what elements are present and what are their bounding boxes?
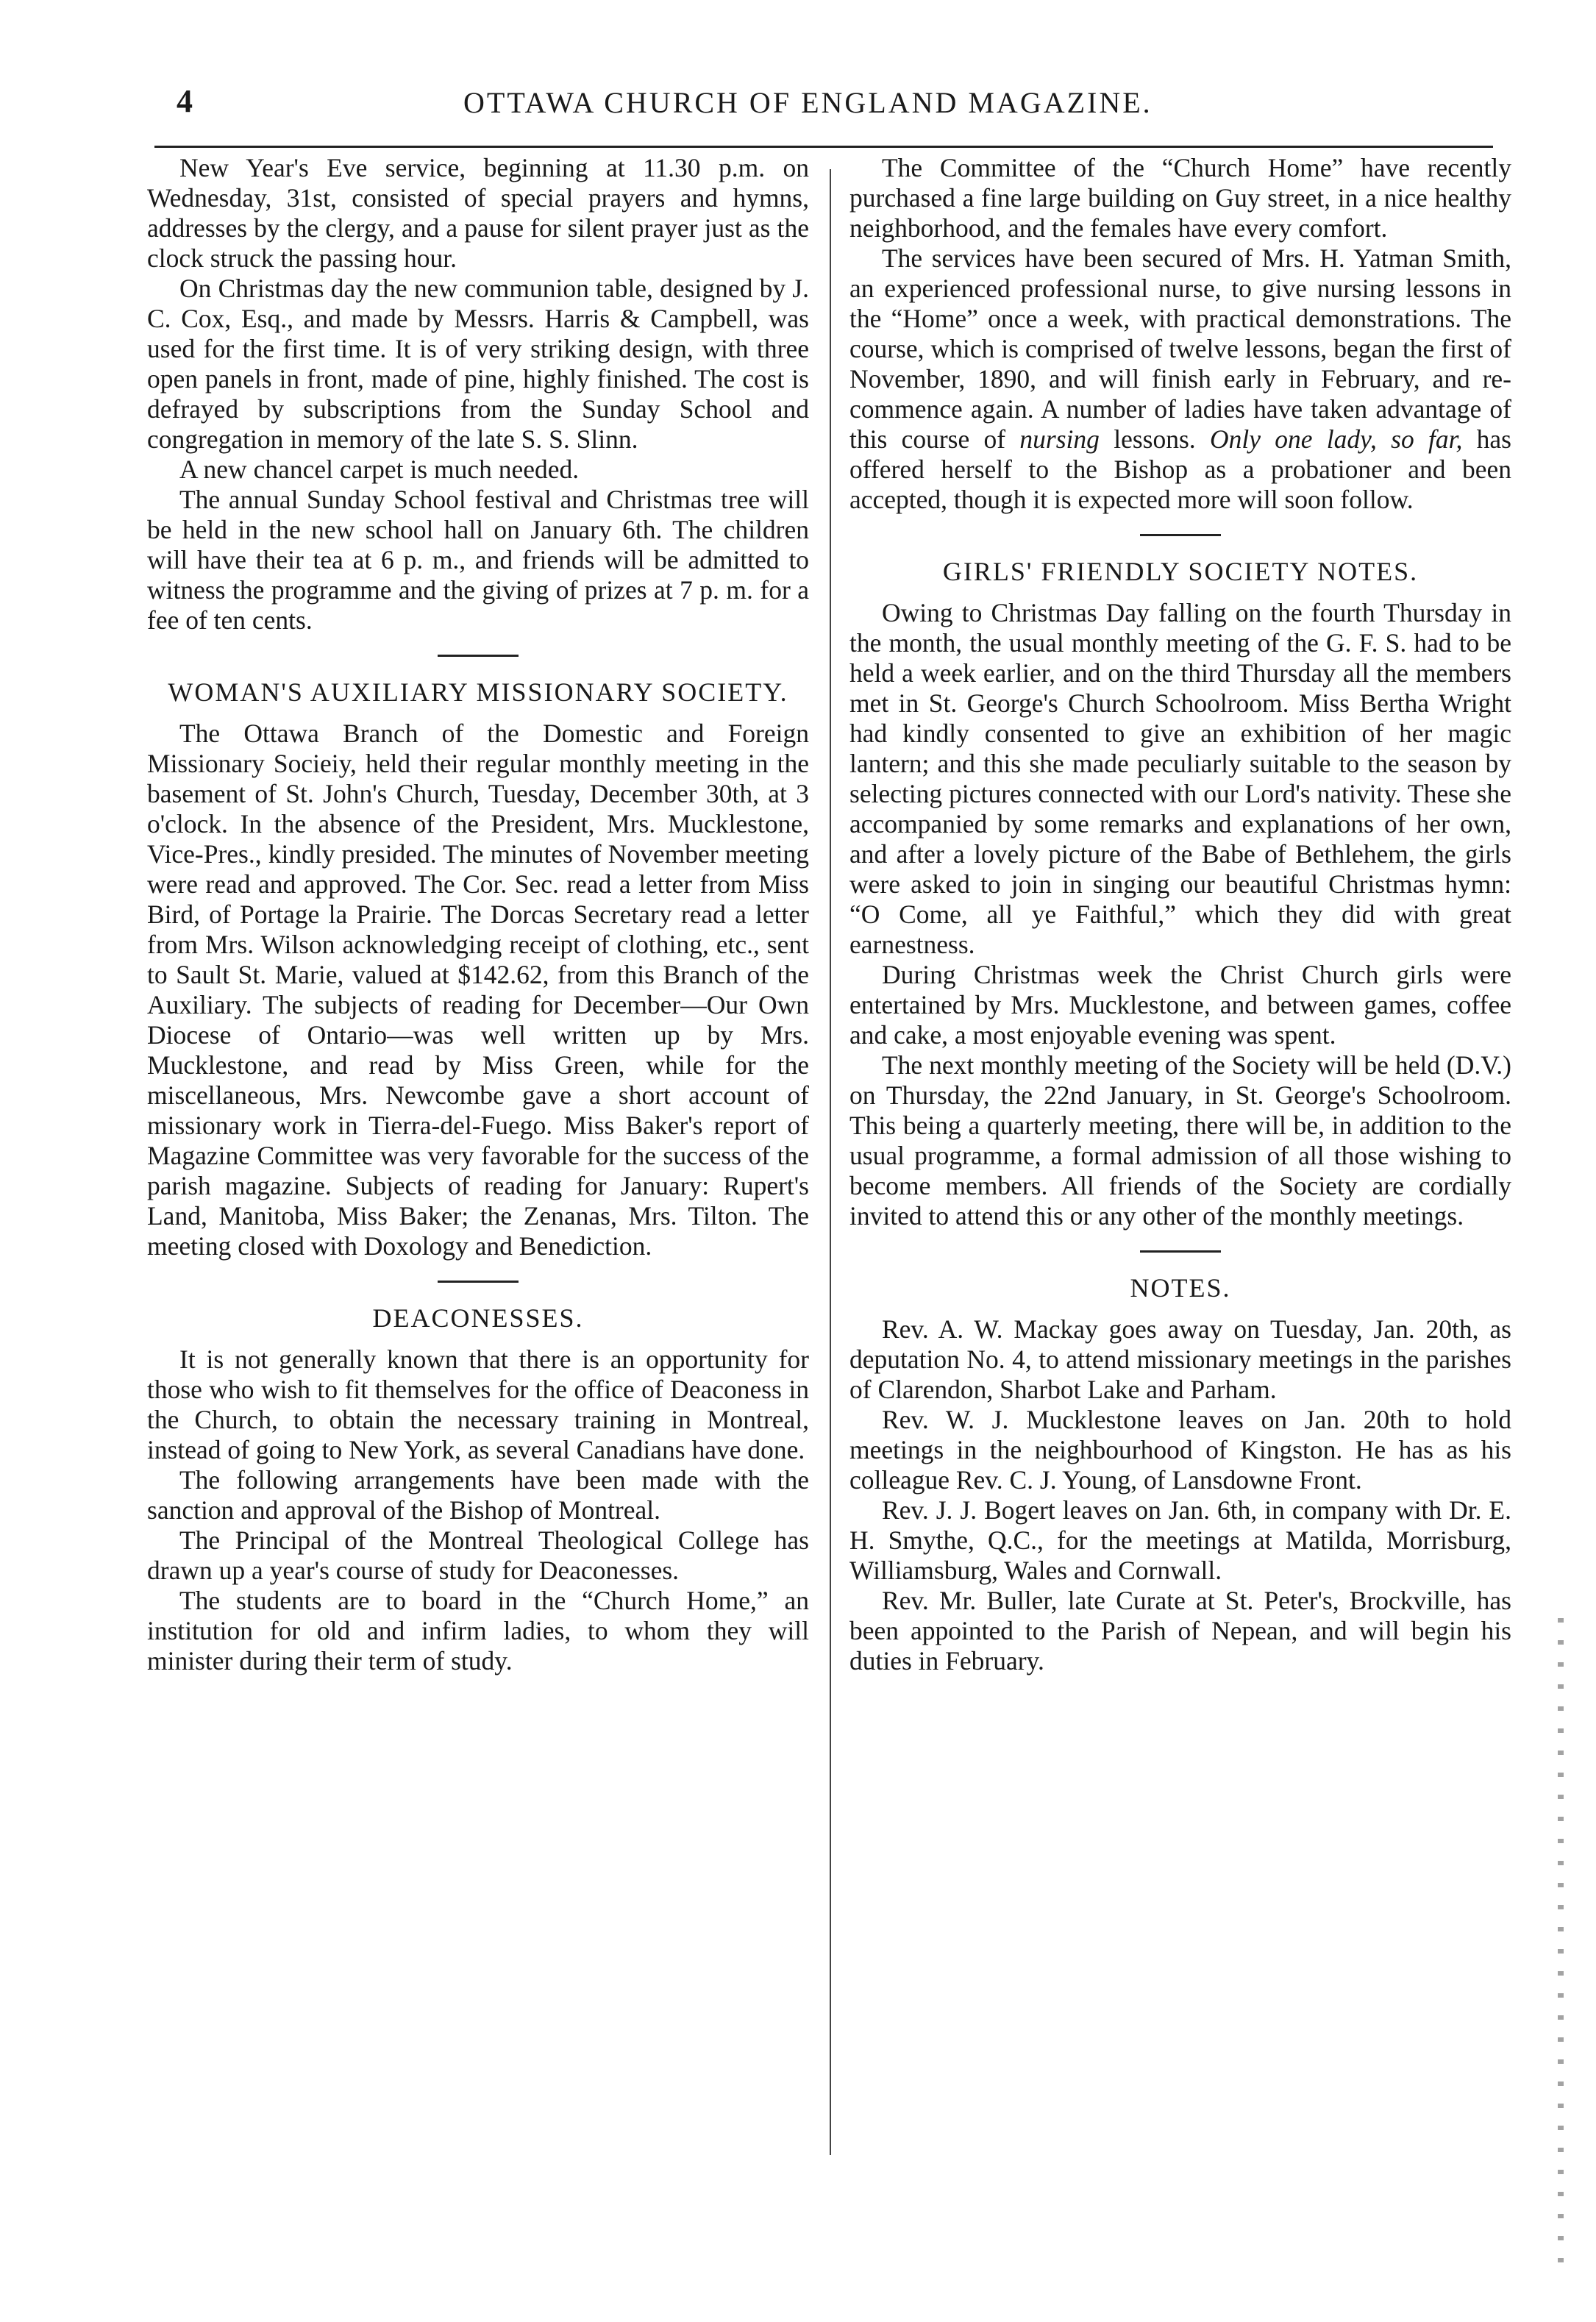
italic-run: nursing	[1019, 424, 1100, 454]
paragraph: Owing to Christmas Day falling on the fourth Thursday in the month, the usual monthly meeting of the G. F. S. had to be held a week earlier, and on the third Thursday all the members met in St. George's Church Schoolroom. Miss Bertha Wright had kindly consented to give an exhibition of her magic lantern; and this she made peculiarly suitable to the season by selecting pictures connected with our Lord's nativity. These she accompanied by some remarks and explanations of her own, and after a lovely picture of the Babe of Bethlehem, the girls were asked to join in singing our beautiful Christmas hymn: “O Come, all ye Faithful,” which they did with great earnestness.	[849, 598, 1511, 959]
paragraph-nursing	[849, 243, 1511, 515]
paragraph: It is not generally known that there is an opportunity for those who wish to fit themselves for the office of Deaconess in the Church, to obtain the necessary training in Montreal, instead of going to New York, as several Canadians have done.	[147, 1345, 809, 1464]
section-rule	[438, 1281, 519, 1283]
right-column	[849, 153, 1511, 1676]
left-column	[147, 153, 809, 1676]
section-rule	[1140, 534, 1221, 536]
paragraph: The following arrangements have been made with the sanction and approval of the Bishop of Montreal.	[147, 1465, 809, 1525]
paragraph: Rev. Mr. Buller, late Curate at St. Peter's, Brockville, has been appointed to the Parish of Nepean, and will begin his duties in February.	[849, 1586, 1511, 1675]
paragraph: During Christmas week the Christ Church girls were entertained by Mrs. Mucklestone, and between games, coffee and cake, a most enjoyable evening was spent.	[849, 960, 1511, 1050]
paragraph: Rev. J. J. Bogert leaves on Jan. 6th, in company with Dr. E. H. Smythe, Q.C., for the meetings at Matilda, Morrisburg, Williamsburg, Wales and Cornwall.	[849, 1495, 1511, 1585]
paragraph: Rev. A. W. Mackay goes away on Tuesday, Jan. 20th, as deputation No. 4, to attend missionary meetings in the parishes of Clarendon, Sharbot Lake and Parham.	[849, 1314, 1511, 1404]
paragraph: The next monthly meeting of the Society will be held (D.V.) on Thursday, the 22nd January, in St. George's Schoolroom. This being a quarterly meeting, there will be, in addition to the usual programme, a formal admission of all those wishing to become members. All friends of the Society are cordially invited to attend this or any other of the monthly meetings.	[849, 1050, 1511, 1231]
paragraph: The Ottawa Branch of the Domestic and Foreign Missionary Socieiy, held their regular monthly meeting in the basement of St. John's Church, Tuesday, December 30th, at 3 o'clock. In the absence of the President, Mrs. Mucklestone, Vice-Pres., kindly presided. The minutes of November meeting were read and approved. The Cor. Sec. read a letter from Miss Bird, of Portage la Prairie. The Dorcas Secretary read a letter from Mrs. Wilson acknowledging receipt of clothing, etc., sent to Sault St. Marie, valued at $142.62, from this Branch of the Auxiliary. The subjects of reading for December—Our Own Diocese of Ontario—was well written up by Mrs. Mucklestone, and read by Miss Green, while for the miscellaneous, Mrs. Newcombe gave a short account of missionary work in Tierra-del-Fuego. Miss Baker's report of Magazine Committee was very favorable for the success of the parish magazine. Subjects of reading for January: Rupert's Land, Manitoba, Miss Baker; the Zenanas, Mrs. Tilton. The meeting closed with Doxology and Benediction.	[147, 719, 809, 1261]
text-run: lessons.	[1099, 424, 1210, 454]
paragraph: On Christmas day the new communion table, designed by J. C. Cox, Esq., and made by Messrs. Harris & Campbell, was used for the first time. It is of very striking design, with three open panels in front, made of pine, highly finished. The cost is defrayed by subscriptions from the Sunday School and congregation in memory of the late S. S. Slinn.	[147, 274, 809, 454]
section-heading: NOTES.	[1130, 1273, 1231, 1303]
italic-run: Only one lady, so far,	[1209, 424, 1463, 454]
section-heading: DEACONESSES.	[372, 1303, 584, 1333]
paragraph: The Committee of the “Church Home” have recently purchased a fine large building on Guy street, in a nice healthy neighborhood, and the females have every comfort.	[849, 153, 1511, 243]
page-header	[154, 79, 1493, 148]
paragraph: The annual Sunday School festival and Christmas tree will be held in the new school hall on January 6th. The children will have their tea at 6 p. m., and friends will be admitted to witness the programme and the giving of prizes at 7 p. m. for a fee of ten cents.	[147, 485, 809, 635]
paragraph: Rev. W. J. Mucklestone leaves on Jan. 20th to hold meetings in the neighbourhood of Kingston. He has as his colleague Rev. C. J. Young, of Lansdowne Front.	[849, 1405, 1511, 1495]
text-run: has offered herself to the Bishop as a probationer and been accepted, though it is expected more will soon follow.	[849, 424, 1511, 514]
section-rule	[1140, 1250, 1221, 1253]
paragraph: A new chancel carpet is much needed.	[179, 455, 580, 484]
paragraph: The Principal of the Montreal Theological College has drawn up a year's course of study for Deaconesses.	[147, 1525, 809, 1585]
page-number: 4	[177, 83, 193, 119]
scan-edge-marks	[1558, 1618, 1564, 2280]
section-rule	[438, 655, 519, 657]
paragraph: The students are to board in the “Church Home,” an institution for old and infirm ladies, to whom they will minister during their term of study.	[147, 1586, 809, 1675]
text-run: The services have been secured of Mrs. H. Yatman Smith, an experienced professional nurse, to give nursing lessons in the “Home” once a week, with practical demonstrations. The course, which is comprised of twelve lessons, began the first of November, 1890, and will finish early in February, and re-commence again. A number of ladies have taken advantage of this course of	[849, 243, 1511, 454]
column-divider	[830, 169, 831, 2155]
section-heading: GIRLS' FRIENDLY SOCIETY NOTES.	[942, 557, 1419, 586]
paragraph: New Year's Eve service, beginning at 11.30 p.m. on Wednesday, 31st, consisted of special prayers and hymns, addresses by the clergy, and a pause for silent prayer just as the clock struck the passing hour.	[147, 153, 809, 273]
running-title: OTTAWA CHURCH OF ENGLAND MAGAZINE.	[463, 86, 1153, 119]
section-heading: WOMAN'S AUXILIARY MISSIONARY SOCIETY.	[168, 677, 788, 707]
